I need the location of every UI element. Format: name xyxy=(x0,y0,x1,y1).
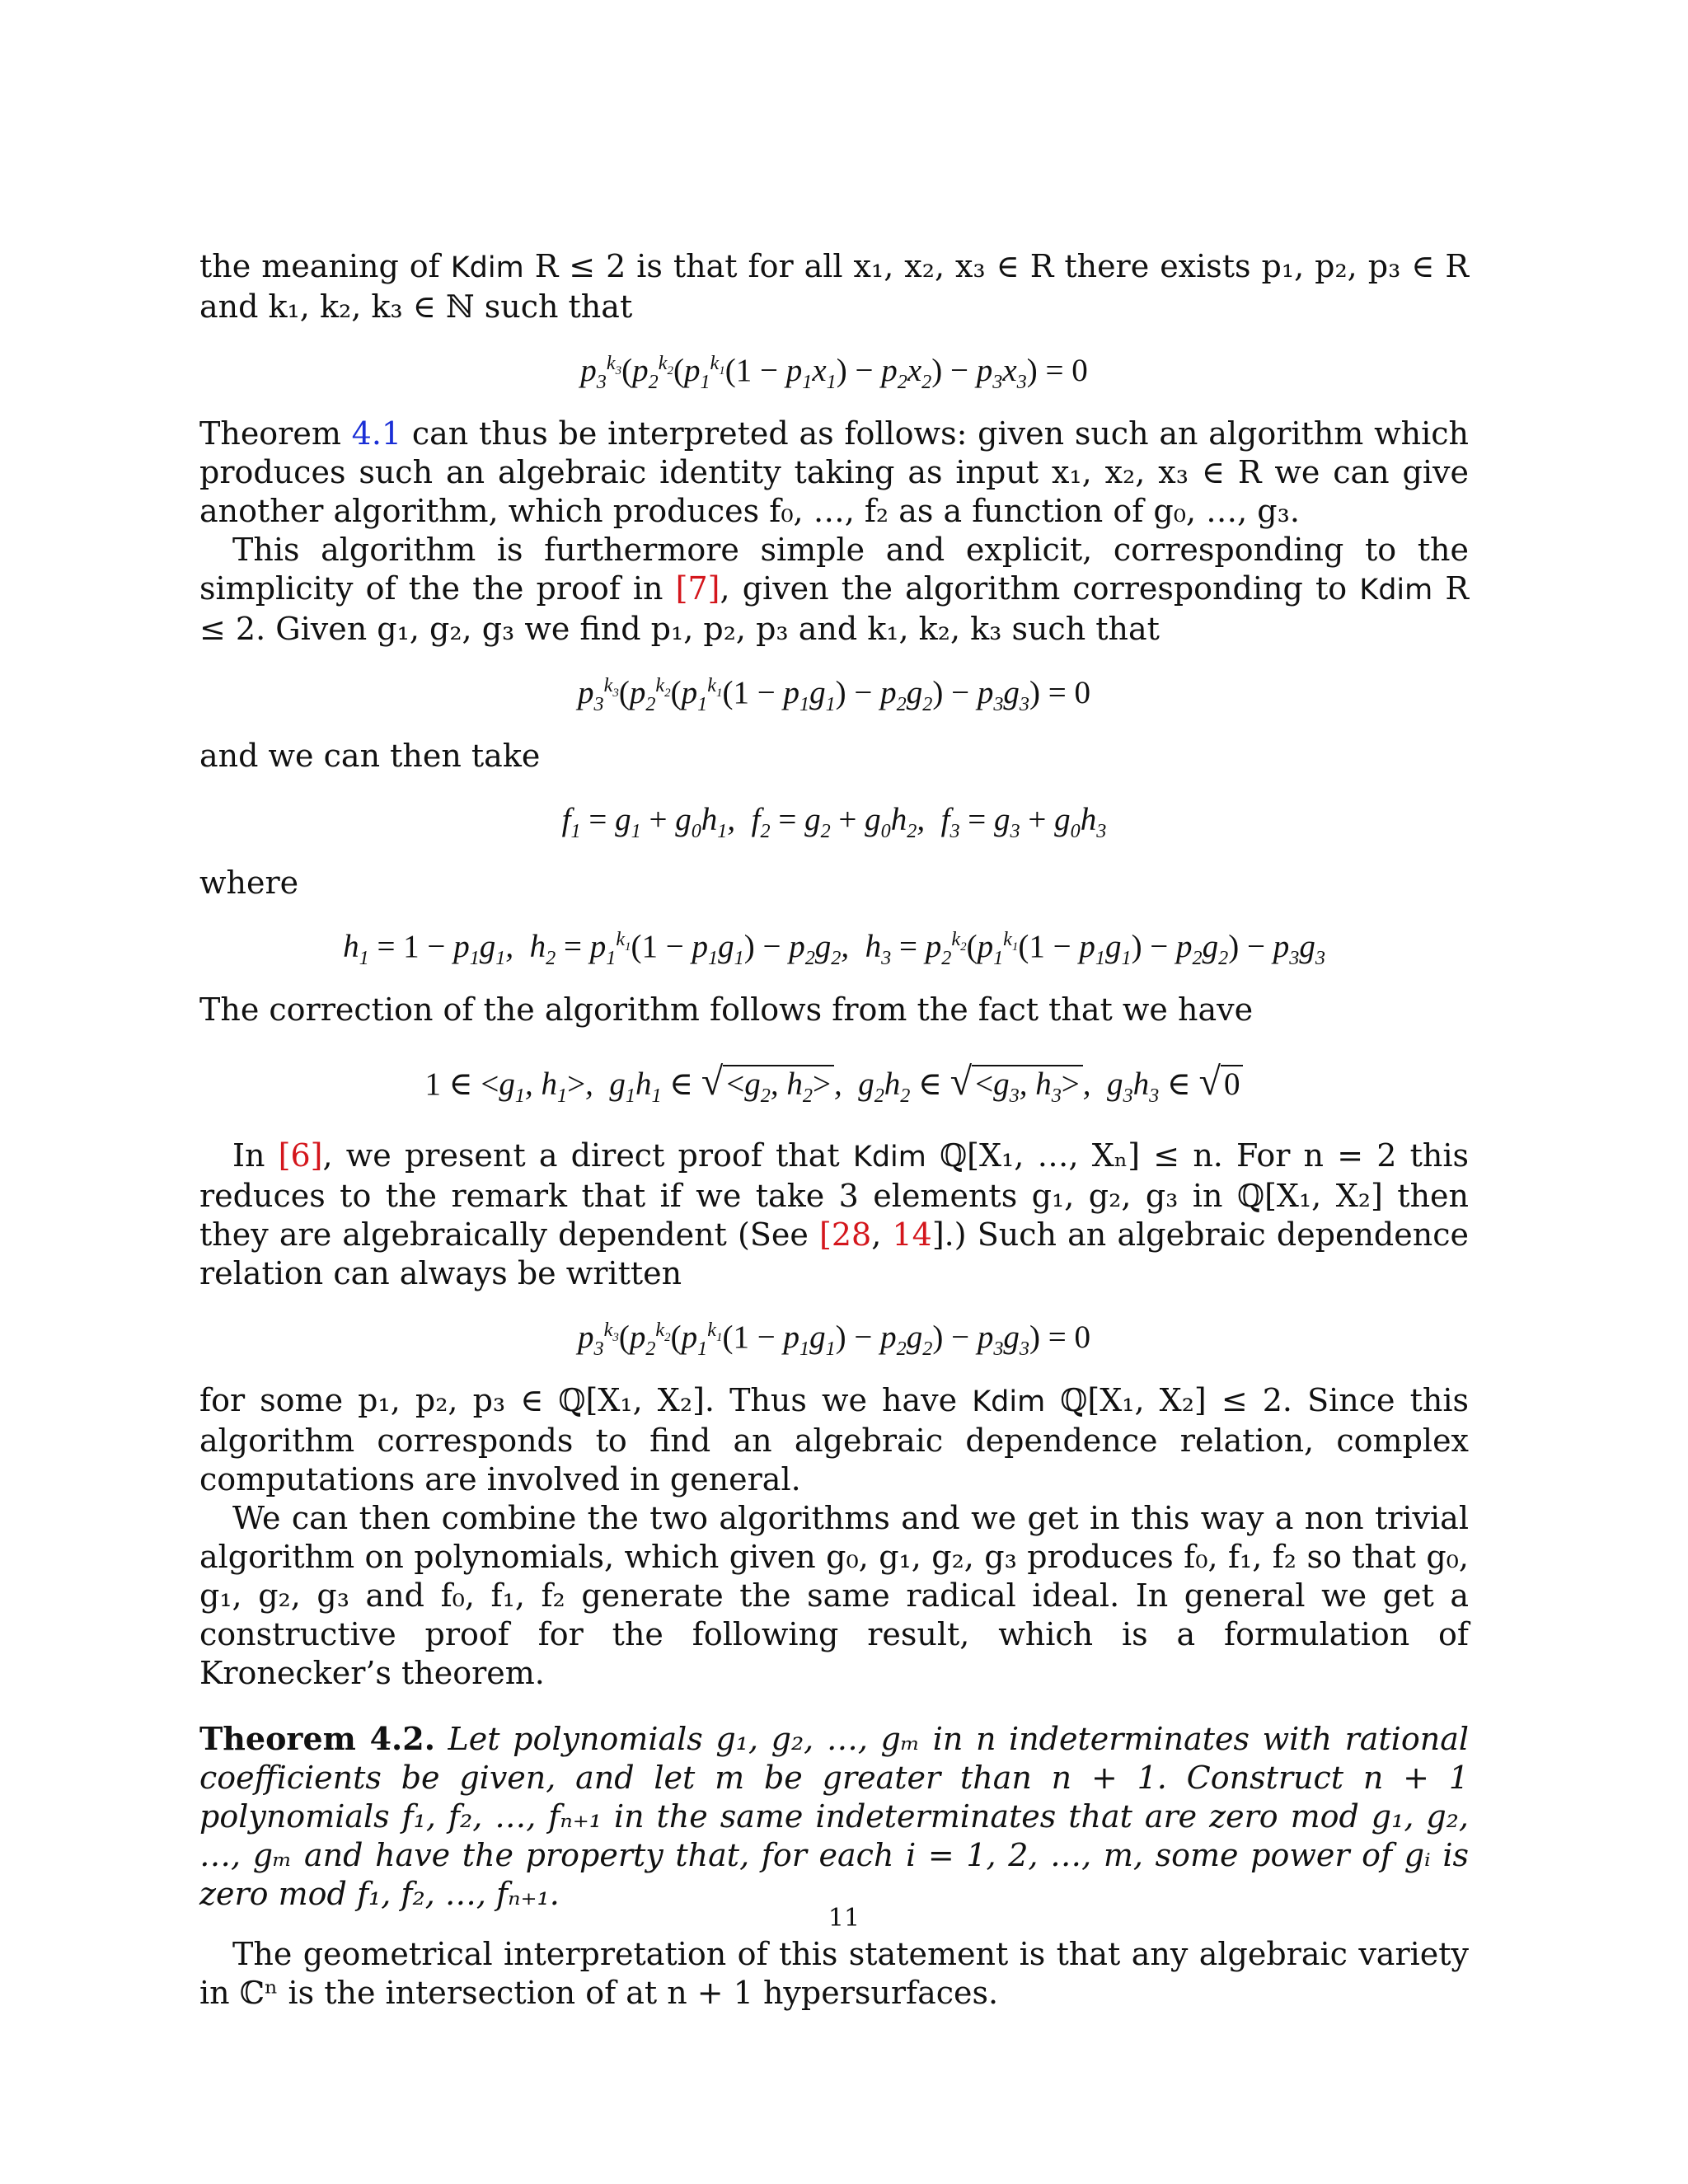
equation-4-text: $h_1 = 1 - p_1g_1$, $h_2 = p_1^{k_1}(1 - p_1g_1) - p_2g_2$, $h_3 = p_2^{k_2}(p_1^{k_1}(1 - p_1g_1) - p_2g_2) - p_3g_3$ xyxy=(343,928,1325,969)
page-number: 11 xyxy=(828,1904,860,1933)
text: can thus be interpreted as follows: given such an algorithm which produces such an algebraic identity taking as input x₁, x₂, x₃ ∈ R we can give another algorithm, which produces f₀, …, f₂ as a function of g₀, …, g₃. xyxy=(199,415,1470,529)
equation-3 xyxy=(199,800,1469,842)
text: Theorem xyxy=(199,415,352,452)
ref-theorem-4-1-link[interactable]: 4.1 xyxy=(351,415,402,452)
text: This algorithm is furthermore simple and explicit, corresponding to the simplicity of the the proof in xyxy=(199,532,1469,607)
kdim-operator: Kdim xyxy=(1359,574,1433,607)
equation-4 xyxy=(199,927,1469,969)
equation-1 xyxy=(199,351,1469,393)
paragraph-correction: The correction of the algorithm follows from the fact that we have xyxy=(199,991,1254,1028)
text: ].) Such an algebraic dependence relation can always be written xyxy=(199,1216,1469,1291)
text: the meaning of xyxy=(199,248,451,284)
kdim-operator: Kdim xyxy=(852,1141,926,1174)
paragraph-algorithm xyxy=(199,531,1469,649)
kdim-operator: Kdim xyxy=(450,251,524,284)
paragraph-geometric: The geometrical interpretation of this statement is that any algebraic variety in ℂⁿ is the intersection of at n + 1 hypersurfaces. xyxy=(199,1936,1469,2011)
theorem-statement: Let polynomials g₁, g₂, …, gₘ in n indeterminates with rational coefficients be given, and let m be greater than n + 1. Construct n + 1 polynomials f₁, f₂, …, fₙ₊₁ in the same indeterminates that are zero mod g₁, g₂, …, gₘ and have the property that, for each i = 1, 2, …, m, some power of gᵢ is zero mod f₁, f₂, …, fₙ₊₁. xyxy=(199,1721,1469,1912)
paragraph-where: where xyxy=(199,865,299,901)
text: In xyxy=(232,1137,279,1174)
paragraph-theorem-interpretation xyxy=(199,415,1469,531)
citation-28-link[interactable]: [28 xyxy=(819,1216,872,1253)
text: ℚ[X₁, X₂] ≤ 2. Since this algorithm corresponds to find an algebraic dependence relation, complex computations are involved in general. xyxy=(199,1382,1469,1497)
paragraph-kdim-meaning xyxy=(199,247,1469,326)
text: , given the algorithm corresponding to xyxy=(720,570,1360,607)
text: for some p₁, p₂, p₃ ∈ ℚ[X₁, X₂]. Thus we have xyxy=(199,1382,973,1418)
paragraph-direct-proof xyxy=(199,1137,1469,1293)
theorem-heading: Theorem 4.2. xyxy=(199,1720,435,1757)
citation-6-link[interactable]: [6] xyxy=(278,1137,323,1174)
kdim-operator: Kdim xyxy=(972,1385,1046,1418)
text: R ≤ 2 is that for all x₁, x₂, x₃ ∈ R there exists p₁, p₂, p₃ ∈ R and k₁, k₂, k₃ ∈ ℕ such that xyxy=(199,248,1469,325)
equation-2 xyxy=(199,673,1469,715)
text: R ≤ 2. Given g₁, g₂, g₃ we find p₁, p₂, p₃ and k₁, k₂, k₃ such that xyxy=(199,570,1469,647)
paragraph-for-some xyxy=(199,1381,1469,1499)
equation-6-text: $p_3^{k_3}(p_2^{k_2}(p_1^{k_1}(1 - p_1g_1) - p_2g_2) - p_3g_3) = 0$ xyxy=(578,1319,1090,1360)
citation-14-link[interactable]: 14 xyxy=(892,1216,932,1253)
equation-3-text: $f_1 = g_1 + g_0h_1$, $f_2 = g_2 + g_0h_2$, $f_3 = g_3 + g_0h_3$ xyxy=(561,802,1107,842)
paragraph-combine: We can then combine the two algorithms and we get in this way a non trivial algorithm on polynomials, which given g₀, g₁, g₂, g₃ produces f₀, f₁, f₂ so that g₀, g₁, g₂, g₃ and f₀, f₁, f₂ generate the same radical ideal. In general we get a constructive proof for the following result, which is a formulation of Kronecker’s theorem. xyxy=(199,1500,1469,1691)
theorem-4-2 xyxy=(199,1719,1469,1914)
text: , we present a direct proof that xyxy=(322,1137,853,1174)
text: ℚ[X₁, …, Xₙ] ≤ n. For n = 2 this reduces to the remark that if we take 3 elements g₁, g₂, g₃ in ℚ[X₁, X₂] then they are algebraically dependent (See xyxy=(199,1137,1469,1253)
equation-5 xyxy=(199,1060,1469,1107)
paragraph-take: and we can then take xyxy=(199,738,541,774)
text: , xyxy=(871,1216,893,1253)
equation-2-text: $p_3^{k_3}(p_2^{k_2}(p_1^{k_1}(1 - p_1g_1) - p_2g_2) - p_3g_3) = 0$ xyxy=(578,674,1090,715)
equation-1-text: $p_3^{k_3}(p_2^{k_2}(p_1^{k_1}(1 - p_1x_1) - p_2x_2) - p_3x_3) = 0$ xyxy=(580,352,1088,393)
equation-5-text: 1 ∈ $<g_1$, $h_1>$, $g_1h_1$ ∈ √ $<g_2$, $h_2>$ , $g_2h_2$ ∈ √ $<g_3$, $h_3>$ , $g_3h_3$ ∈ √ 0 xyxy=(425,1066,1244,1102)
equation-6 xyxy=(199,1318,1469,1360)
page-body xyxy=(199,247,1469,2013)
citation-7-link[interactable]: [7] xyxy=(675,570,720,607)
